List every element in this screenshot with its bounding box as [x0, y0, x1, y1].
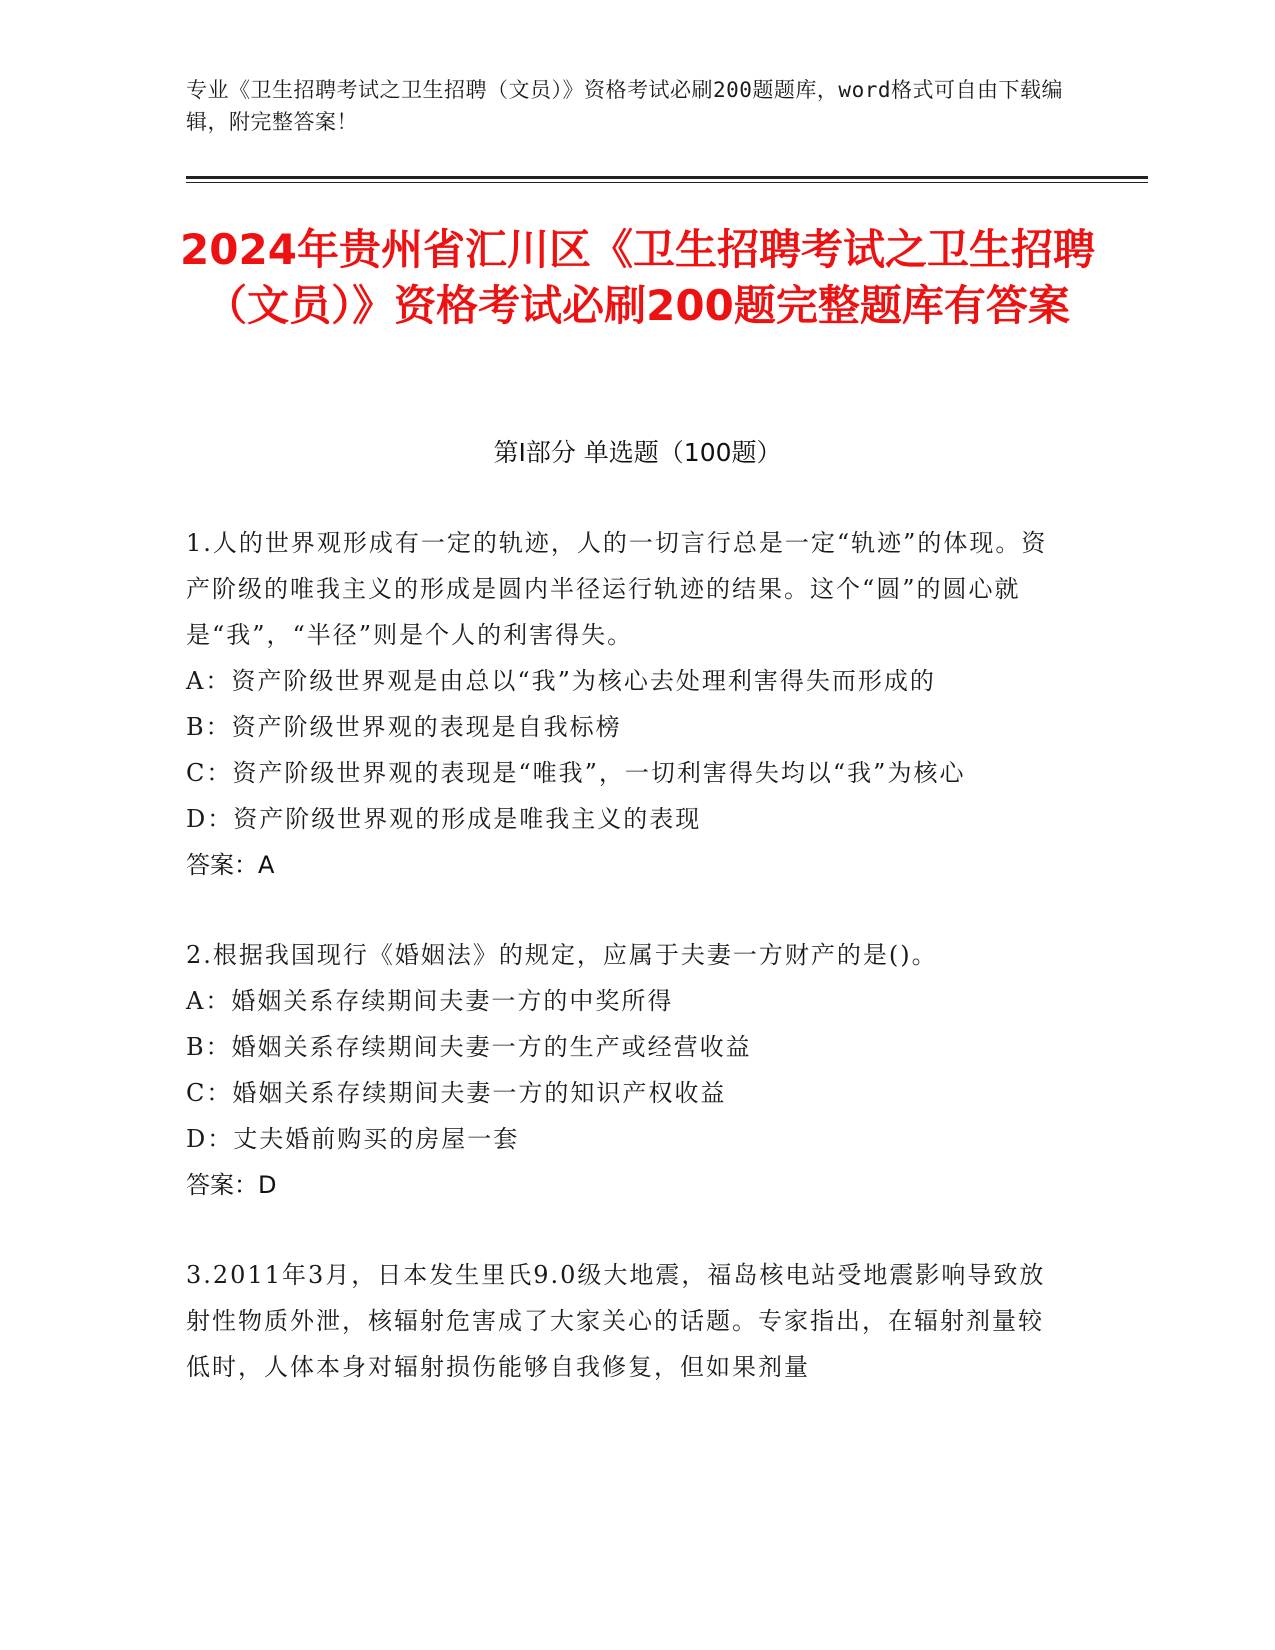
question-text: 3.2011年3月，日本发生里氏9.0级大地震，福岛核电站受地震影响导致放射性物质外泄，核辐射危害成了大家关心的话题。专家指出，在辐射剂量较低时，人体本身对辐射损伤能够自我修复，但如果剂量 [186, 1261, 1046, 1381]
option-b: B：资产阶级世界观的表现是自我标榜 [186, 713, 622, 741]
answer: 答案：A [186, 851, 275, 879]
option-c: C：婚姻关系存续期间夫妻一方的知识产权收益 [186, 1079, 727, 1107]
question-text: 1.人的世界观形成有一定的轨迹，人的一切言行总是一定“轨迹”的体现。资产阶级的唯我主义的形成是圆内半径运行轨迹的结果。这个“圆”的圆心就是“我”，“半径”则是个人的利害得失。 [186, 529, 1048, 649]
option-c: C：资产阶级世界观的表现是“唯我”，一切利害得失均以“我”为核心 [186, 759, 966, 787]
header-note: 专业《卫生招聘考试之卫生招聘（文员）》资格考试必刷200题题库，word格式可自由下载编辑，附完整答案！ [186, 78, 1063, 134]
answer: 答案：D [186, 1171, 277, 1199]
section-title: 第Ⅰ部分 单选题（100题） [493, 438, 782, 467]
option-a: A：资产阶级世界观是由总以“我”为核心去处理利害得失而形成的 [186, 667, 936, 695]
header-divider-thin [186, 182, 1148, 183]
option-d: D：丈夫婚前购买的房屋一套 [186, 1125, 520, 1153]
question-1 [186, 520, 1066, 888]
question-3 [186, 1252, 1066, 1390]
header-divider [186, 176, 1148, 179]
option-d: D：资产阶级世界观的形成是唯我主义的表现 [186, 805, 702, 833]
option-a: A：婚姻关系存续期间夫妻一方的中奖所得 [186, 987, 674, 1015]
question-2 [186, 932, 1066, 1208]
option-b: B：婚姻关系存续期间夫妻一方的生产或经营收益 [186, 1033, 752, 1061]
question-list [186, 520, 1066, 1434]
document-title: 2024年贵州省汇川区《卫生招聘考试之卫生招聘（文员）》资格考试必刷200题完整题库有答案 [180, 225, 1095, 330]
question-text: 2.根据我国现行《婚姻法》的规定，应属于夫妻一方财产的是()。 [186, 941, 938, 969]
